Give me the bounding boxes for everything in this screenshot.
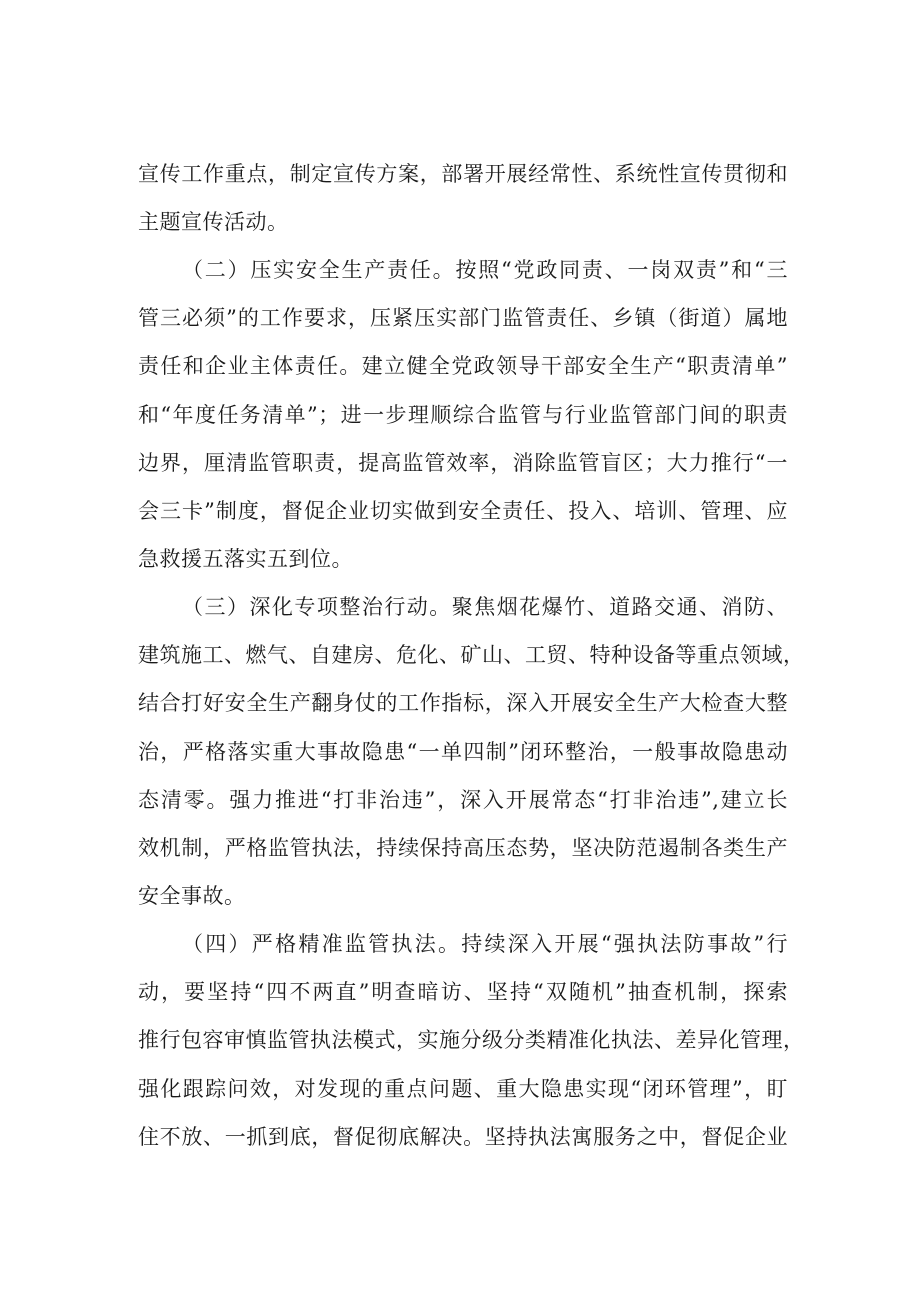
text-line: 和“年度任务清单”；进一步理顺综合监管与行业监管部门间的职责 [138,403,788,427]
text-line: 安全事故。 [138,884,246,908]
text-line: （三）深化专项整治行动。聚焦烟花爆竹、道路交通、消防、 [182,595,788,619]
text-line: 治，严格落实重大事故隐患“一单四制”闭环整治，一般事故隐患动 [138,740,788,764]
text-line: 建筑施工、燃气、自建房、危化、矿山、工贸、特种设备等重点领域， [138,643,805,667]
text-line: 效机制，严格监管执法，持续保持高压态势，坚决防范遏制各类生产 [138,836,788,860]
text-line: 结合打好安全生产翻身仗的工作指标，深入开展安全生产大检查大整 [138,691,788,715]
text-line: （二）压实安全生产责任。按照“党政同责、一岗双责”和“三 [182,258,788,282]
text-line: 宣传工作重点，制定宣传方案，部署开展经常性、系统性宣传贯彻和 [138,162,788,186]
text-line: （四）严格精准监管执法。持续深入开展“强执法防事故”行 [182,932,788,956]
text-line: 急救援五落实五到位。 [138,547,353,571]
text-line: 住不放、一抓到底，督促彻底解决。坚持执法寓服务之中，督促企业 [138,1125,788,1149]
text-line: 动，要坚持“四不两直”明查暗访、坚持“双随机”抽查机制，探索 [138,980,788,1004]
text-line: 管三必须”的工作要求，压紧压实部门监管责任、乡镇（街道）属地 [138,306,788,330]
text-line: 强化跟踪问效，对发现的重点问题、重大隐患实现“闭环管理”，盯 [138,1077,788,1101]
text-line: 责任和企业主体责任。建立健全党政领导干部安全生产“职责清单” [138,354,788,378]
text-line: 边界，厘清监管职责，提高监管效率，消除监管盲区；大力推行“一 [138,451,788,475]
text-line: 态清零。强力推进“打非治违”，深入开展常态“打非治违”,建立长 [138,788,788,812]
text-line: 会三卡”制度，督促企业切实做到安全责任、投入、培训、管理、应 [138,499,788,523]
text-line: 主题宣传活动。 [138,210,289,234]
text-line: 推行包容审慎监管执法模式，实施分级分类精准化执法、差异化管理， [138,1028,805,1052]
